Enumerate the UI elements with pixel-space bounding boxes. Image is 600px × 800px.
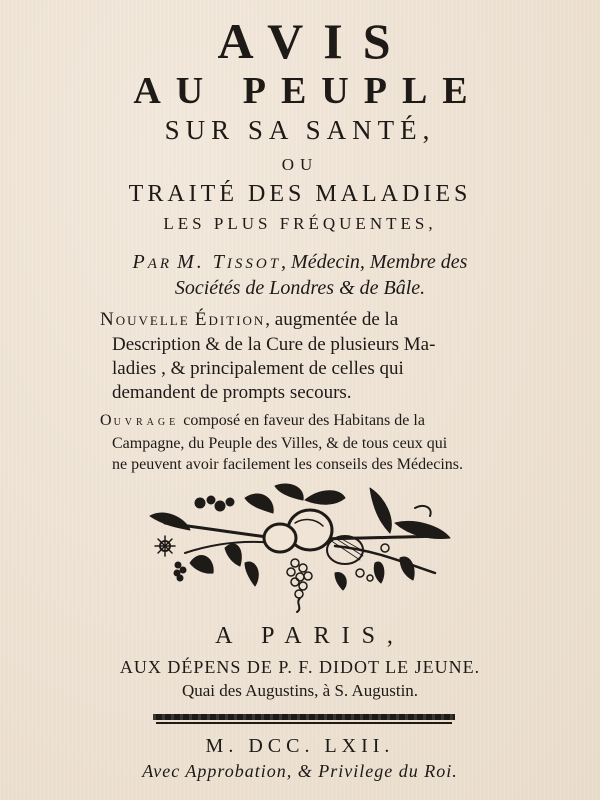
author-par-rest: AR: [147, 256, 173, 272]
author-name-initial: M. T: [177, 251, 227, 273]
ouvrage-lead-rest: UVRAGE: [113, 417, 180, 428]
edition-paragraph: [100, 308, 500, 405]
edition-lead2-initial: É: [194, 309, 209, 330]
imprint-address: Quai des Augustins, à S. Augustin.: [181, 681, 419, 700]
subtitle-les-plus-frequentes: LES PLUS FRÉQUENTES,: [163, 214, 437, 233]
edition-text-4: demandent de prompts secours.: [112, 382, 352, 403]
floral-fruit-vignette-icon: [145, 478, 465, 613]
imprint-place: A PARIS,: [215, 623, 405, 649]
edition-lead-rest: OUVELLE: [115, 313, 195, 328]
edition-text-1: , augmentée de la: [265, 309, 399, 330]
subtitle-traite-des-maladies: TRAITÉ DES MALADIES: [128, 181, 472, 207]
decorative-rule-thick: [153, 714, 455, 720]
decorative-rule-thin: [156, 722, 452, 724]
ouvrage-text-2: Campagne, du Peuple des Villes, & de tous ceux qui: [112, 435, 448, 452]
edition-lead: [100, 309, 266, 330]
royal-privilege: Avec Approbation, & Privilege du Roi.: [142, 761, 458, 781]
ouvrage-text-1: composé en faveur des Habitans de la: [179, 412, 425, 429]
author-name-rest: ISSOT: [226, 256, 282, 272]
author-title: , Médecin, Membre des: [281, 251, 468, 273]
title-line-sur-sa-sante: SUR SA SANTÉ,: [164, 115, 436, 145]
ouvrage-lead: [100, 412, 180, 429]
title-conjunction-ou: OU: [281, 155, 319, 174]
imprint-publisher: AUX DÉPENS DE P. F. DIDOT LE JEUNE.: [119, 657, 481, 677]
author-line: [0, 250, 600, 276]
ouvrage-text-3: ne peuvent avoir facilement les conseils des Médecins.: [112, 456, 463, 473]
publication-year: M. DCC. LXII.: [205, 735, 395, 757]
edition-text-2: Description & de la Cure de plusieurs Ma-: [112, 334, 436, 355]
ouvrage-lead-initial: O: [100, 412, 114, 429]
author-par-initial: P: [132, 251, 148, 273]
ouvrage-paragraph: [100, 410, 500, 475]
edition-lead2-rest: DITION: [208, 313, 266, 328]
title-line-avis: AVIS: [217, 13, 411, 69]
edition-text-3: ladies , & principalement de celles qui: [112, 358, 404, 379]
edition-lead-initial: N: [100, 309, 116, 330]
title-line-au-peuple: AU PEUPLE: [133, 70, 483, 112]
author-societies: Sociétés de Londres & de Bâle.: [174, 277, 426, 299]
